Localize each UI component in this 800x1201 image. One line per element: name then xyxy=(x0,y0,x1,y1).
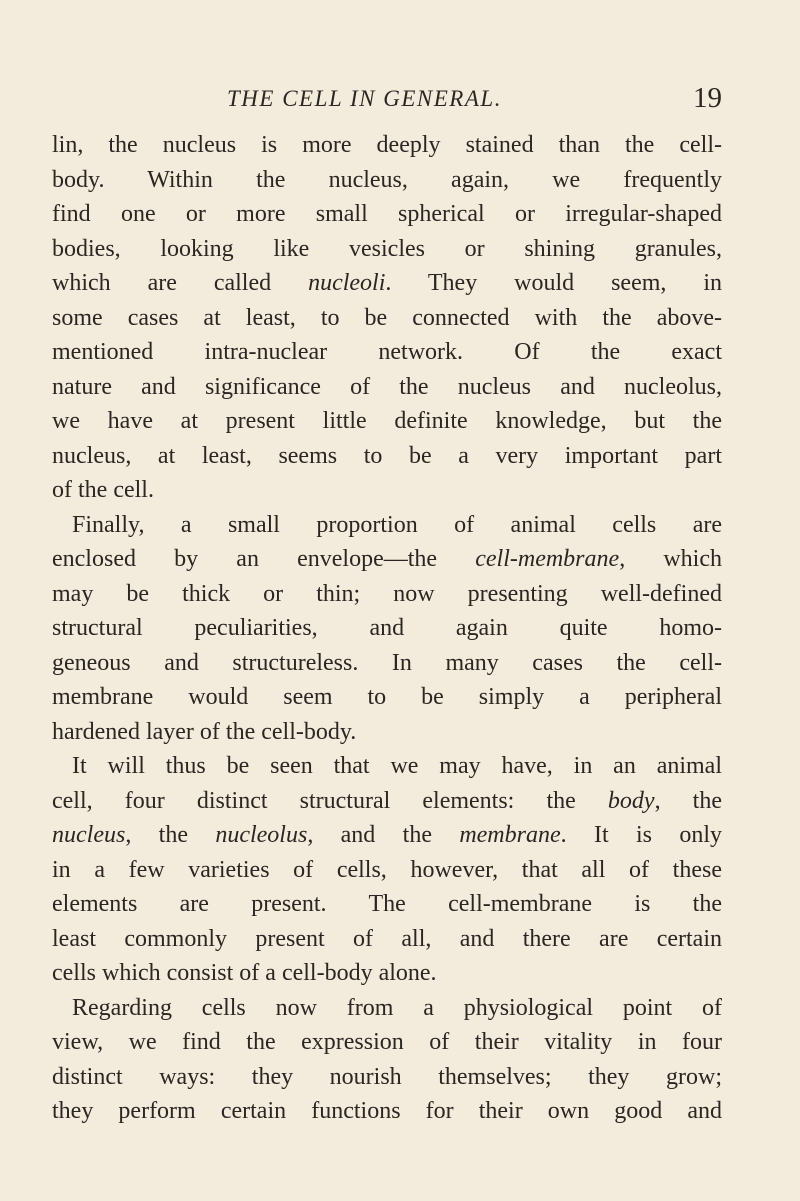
text-line xyxy=(52,301,722,336)
italic-term: nucleolus xyxy=(215,822,308,848)
text-run: may be thick or thin; now presenting well-defined xyxy=(52,580,722,607)
text-line xyxy=(52,749,722,784)
running-title: THE CELL IN GENERAL. xyxy=(227,86,502,111)
text-line xyxy=(52,197,722,232)
text-run: they perform certain functions for their own good and xyxy=(52,1098,722,1124)
text-line xyxy=(52,784,722,819)
text-line xyxy=(52,473,722,508)
text-run: geneous and structureless. In many cases the cell- xyxy=(52,649,722,676)
text-run: , the xyxy=(125,822,216,848)
text-run: cell, four distinct structural elements: the xyxy=(52,787,608,814)
text-run: least commonly present of all, and there are certain xyxy=(52,925,722,952)
text-run: It will thus be seen that we may have, in an animal xyxy=(72,753,722,779)
text-run: find one or more small spherical or irregular-shaped xyxy=(52,201,722,227)
text-run: , which xyxy=(619,546,723,572)
text-run: . They would seem, in xyxy=(385,270,722,296)
text-line xyxy=(52,1060,722,1095)
text-line xyxy=(52,1094,722,1129)
text-line xyxy=(52,577,722,612)
text-line xyxy=(52,956,722,991)
text-run: Finally, a small proportion of animal cells are xyxy=(72,511,722,538)
text-run: , the xyxy=(654,787,722,814)
text-run: of the cell. xyxy=(52,477,154,503)
text-line xyxy=(52,646,722,681)
page-number: 19 xyxy=(693,82,722,114)
body-text xyxy=(52,128,722,1129)
text-run: bodies, looking like vesicles or shining granules, xyxy=(52,235,722,262)
text-line xyxy=(52,128,722,163)
text-run: distinct ways: they nourish themselves; they grow; xyxy=(52,1063,722,1090)
text-line xyxy=(52,922,722,957)
text-run: mentioned intra-nuclear network. Of the exact xyxy=(52,339,722,365)
text-run: elements are present. The cell-membrane is the xyxy=(52,891,722,917)
text-line xyxy=(52,715,722,750)
text-line xyxy=(52,232,722,267)
text-run: hardened layer of the cell-body. xyxy=(52,718,357,745)
text-run: nature and significance of the nucleus and nucleolus, xyxy=(52,373,722,400)
text-run: structural peculiarities, and again quite homo- xyxy=(52,615,722,641)
text-line xyxy=(52,991,722,1026)
italic-term: body xyxy=(607,787,655,814)
text-run: , and the xyxy=(307,822,460,848)
italic-term: membrane xyxy=(459,822,561,848)
text-run: which are called xyxy=(52,270,309,296)
italic-term: cell-membrane xyxy=(475,546,620,572)
text-line xyxy=(52,370,722,405)
running-head xyxy=(52,84,722,118)
text-line xyxy=(52,404,722,439)
text-run: view, we find the expression of their vitality in four xyxy=(52,1029,722,1055)
text-line xyxy=(52,680,722,715)
text-run: body. Within the nucleus, again, we frequently xyxy=(52,166,722,193)
text-line xyxy=(52,439,722,474)
text-run: lin, the nucleus is more deeply stained than the cell- xyxy=(52,132,722,158)
text-run: Regarding cells now from a physiological point of xyxy=(72,994,722,1021)
text-line xyxy=(52,853,722,888)
text-line xyxy=(52,542,722,577)
text-run: cells which consist of a cell-body alone. xyxy=(52,960,437,986)
text-line xyxy=(52,508,722,543)
italic-term: nucleus xyxy=(52,822,126,848)
text-line xyxy=(52,887,722,922)
text-run: membrane would seem to be simply a peripheral xyxy=(52,684,722,710)
text-run: some cases at least, to be connected with the above- xyxy=(52,304,722,331)
italic-term: nucleoli xyxy=(308,270,386,296)
text-line xyxy=(52,266,722,301)
text-run: . It is only xyxy=(560,822,722,848)
text-run: we have at present little definite knowledge, but the xyxy=(52,408,722,434)
text-run: enclosed by an envelope—the xyxy=(52,546,476,572)
text-line xyxy=(52,611,722,646)
text-line xyxy=(52,1025,722,1060)
text-run: nucleus, at least, seems to be a very important part xyxy=(52,442,722,469)
text-line xyxy=(52,818,722,853)
text-line xyxy=(52,335,722,370)
text-line xyxy=(52,163,722,198)
text-run: in a few varieties of cells, however, that all of these xyxy=(52,856,722,883)
